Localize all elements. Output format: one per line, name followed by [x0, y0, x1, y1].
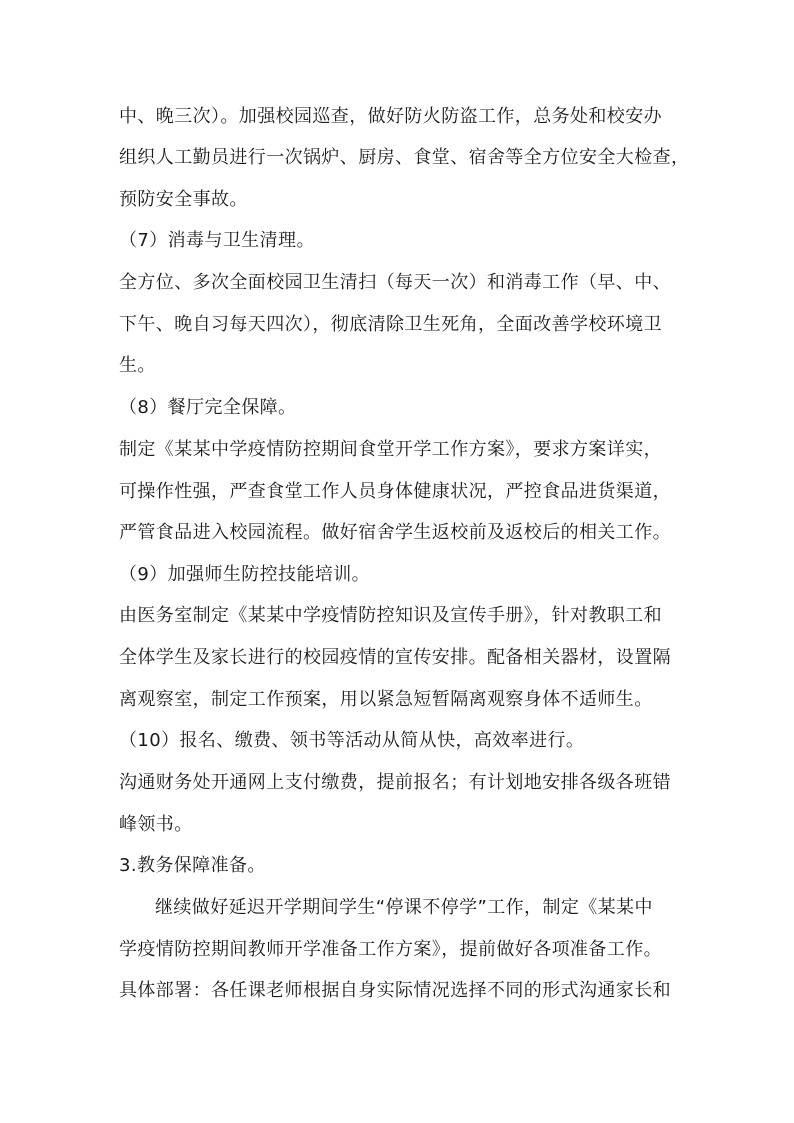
text-line: 离观察室，制定工作预案，用以紧急短暂隔离观察身体不适师生。	[119, 689, 653, 710]
text-line: 生。	[119, 355, 156, 376]
text-line: 组织人工勤员进行一次锅炉、厨房、食堂、宿舍等全方位安全大检查，	[119, 147, 690, 168]
section-heading: 3.教务保障准备。	[119, 855, 266, 876]
text-line: 可操作性强，严查食堂工作人员身体健康状况，严控食品进货渠道，	[119, 481, 671, 502]
text-line: 沟通财务处开通网上支付缴费，提前报名；有计划地安排各级各班错	[119, 772, 671, 793]
text-line: 继续做好延迟开学期间学生“停课不停学”工作，制定《某某中	[155, 897, 653, 918]
text-line: 具体部署：各任课老师根据自身实际情况选择不同的形式沟通家长和	[119, 980, 671, 1001]
text-line: 下午、晚自习每天四次），彻底清除卫生死角，全面改善学校环境卫	[119, 314, 662, 335]
section-heading: （10）报名、缴费、领书等活动从简从快，高效率进行。	[119, 730, 585, 751]
text-line: 由医务室制定《某某中学疫情防控知识及宣传手册》，针对教职工和	[119, 605, 662, 626]
text-line: 全方位、多次全面校园卫生清扫（每天一次）和消毒工作（早、中、	[119, 272, 671, 293]
section-heading: （7）消毒与卫生清理。	[119, 230, 315, 251]
section-heading: （9）加强师生防控技能培训。	[119, 564, 371, 585]
section-heading: （8）餐厅完全保障。	[119, 397, 297, 418]
text-line: 峰领书。	[119, 814, 193, 835]
text-line: 学疫情防控期间教师开学准备工作方案》，提前做好各项准备工作。	[119, 939, 662, 960]
text-line: 制定《某某中学疫情防控期间食堂开学工作方案》，要求方案详实，	[119, 439, 662, 460]
text-line: 严管食品进入校园流程。做好宿舍学生返校前及返校后的相关工作。	[119, 522, 671, 543]
text-line: 预防安全事故。	[119, 189, 248, 210]
text-line: 中、晚三次）。加强校园巡查，做好防火防盗工作，总务处和校安办	[119, 106, 662, 127]
text-line: 全体学生及家长进行的校园疫情的宣传安排。配备相关器材，设置隔	[119, 647, 671, 668]
